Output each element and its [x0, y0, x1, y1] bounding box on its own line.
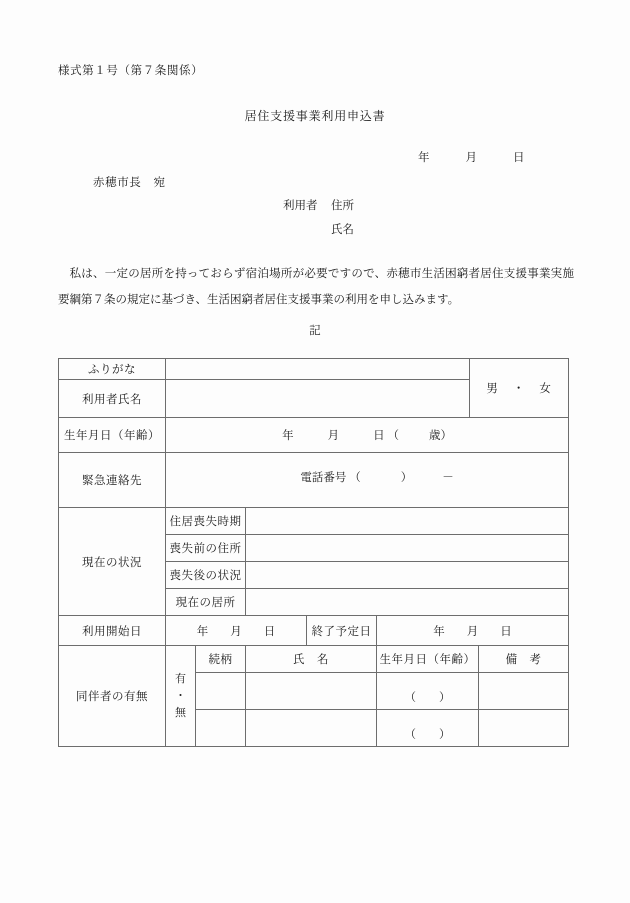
table-row-emergency-contact: [59, 453, 569, 508]
companion-header-name: 氏 名: [246, 646, 377, 673]
end-date-input-cell[interactable]: [377, 616, 569, 646]
birthdate-day: 日: [373, 430, 385, 442]
companion-birthdate-1[interactable]: [377, 710, 479, 747]
companion-birthdate-paren-0: （ ）: [404, 692, 451, 704]
furigana-input-cell[interactable]: [166, 359, 470, 380]
addressee: 赤穂市長 宛: [93, 177, 166, 189]
companion-yes: 有: [175, 672, 186, 685]
current-status-sublabel-2: 喪失後の状況: [166, 562, 246, 589]
current-status-input-2[interactable]: [246, 562, 569, 589]
start-date-year: 年: [196, 625, 209, 638]
birthdate-label: 生年月日（年齢）: [59, 418, 166, 453]
telephone-label: 電話番号: [300, 471, 347, 484]
applicant-block: [283, 194, 354, 242]
table-row-current-status-1: [59, 508, 569, 535]
gender-separator: ・: [512, 383, 526, 395]
page-title: 居住支援事業利用申込書: [244, 109, 386, 123]
current-status-input-1[interactable]: [246, 535, 569, 562]
end-date-day: 日: [500, 625, 512, 638]
companion-header-remarks: 備 考: [479, 646, 569, 673]
telephone-dash: －: [442, 471, 454, 484]
header-date-year: 年: [418, 152, 430, 164]
companion-header-birthdate: 生年月日（年齢）: [377, 646, 479, 673]
companion-remarks-1[interactable]: [479, 710, 569, 747]
end-date-year: 年: [433, 625, 445, 638]
emergency-contact-label: 緊急連絡先: [59, 453, 166, 508]
companion-relation-1[interactable]: [196, 710, 246, 747]
applicant-role-label: 利用者: [283, 200, 318, 212]
current-status-label: 現在の状況: [59, 508, 166, 616]
companion-label: 同伴者の有無: [59, 646, 166, 747]
table-row-usage-dates: [59, 616, 569, 646]
emergency-contact-input-cell[interactable]: [166, 453, 569, 508]
start-date-day: 日: [263, 625, 276, 638]
form-number: 様式第１号（第７条関係）: [58, 65, 204, 77]
header-date-day: 日: [513, 152, 525, 164]
start-date-month: 月: [230, 625, 242, 638]
birthdate-open-paren: （: [387, 430, 399, 442]
applicant-name-label: 氏名: [331, 224, 354, 236]
furigana-label: ふりがな: [59, 359, 166, 380]
companion-name-1[interactable]: [246, 710, 377, 747]
birthdate-year: 年: [282, 430, 294, 442]
companion-yesno-cell[interactable]: [166, 646, 196, 747]
companion-separator: ・: [175, 689, 186, 702]
companion-header-relation: 続柄: [196, 646, 246, 673]
current-status-input-0[interactable]: [246, 508, 569, 535]
body-paragraph: [58, 261, 574, 313]
start-date-input-cell[interactable]: [166, 616, 307, 646]
telephone-close-paren: ）: [400, 471, 413, 484]
applicant-address-label: 住所: [331, 200, 354, 212]
application-form-table: [58, 358, 569, 747]
current-status-sublabel-3: 現在の居所: [166, 589, 246, 616]
ki-mark: 記: [309, 325, 321, 337]
start-date-label: 利用開始日: [59, 616, 166, 646]
companion-relation-0[interactable]: [196, 673, 246, 710]
applicant-address-row: [283, 194, 354, 218]
companion-no: 無: [175, 706, 186, 719]
table-row-furigana: [59, 359, 569, 380]
current-status-sublabel-1: 喪失前の住所: [166, 535, 246, 562]
body-paragraph-text: 私は、一定の居所を持っておらず宿泊場所が必要ですので、赤穂市生活困窮者居住支援事業実施要綱第７条の規定に基づき、生活困窮者居住支援事業の利用を申し込みます。: [58, 268, 574, 306]
applicant-name-row: [283, 218, 354, 242]
companion-birthdate-paren-1: （ ）: [404, 729, 451, 741]
user-name-input-cell[interactable]: [166, 380, 470, 418]
companion-remarks-0[interactable]: [479, 673, 569, 710]
gender-female: 女: [539, 383, 552, 395]
gender-male: 男: [486, 383, 499, 395]
telephone-open-paren: （: [349, 471, 361, 484]
user-name-label: 利用者氏名: [59, 380, 166, 418]
header-date-month: 月: [465, 152, 477, 164]
header-date-line: [418, 149, 525, 165]
table-row-companion-header: [59, 646, 569, 673]
birthdate-input-cell[interactable]: [166, 418, 569, 453]
gender-cell[interactable]: [470, 359, 569, 418]
table-row-birthdate: [59, 418, 569, 453]
birthdate-month: 月: [327, 430, 340, 442]
companion-birthdate-0[interactable]: [377, 673, 479, 710]
companion-name-0[interactable]: [246, 673, 377, 710]
current-status-input-3[interactable]: [246, 589, 569, 616]
end-date-month: 月: [466, 625, 479, 638]
current-status-sublabel-0: 住居喪失時期: [166, 508, 246, 535]
birthdate-age-unit: 歳）: [428, 430, 452, 442]
end-date-label: 終了予定日: [307, 616, 377, 646]
